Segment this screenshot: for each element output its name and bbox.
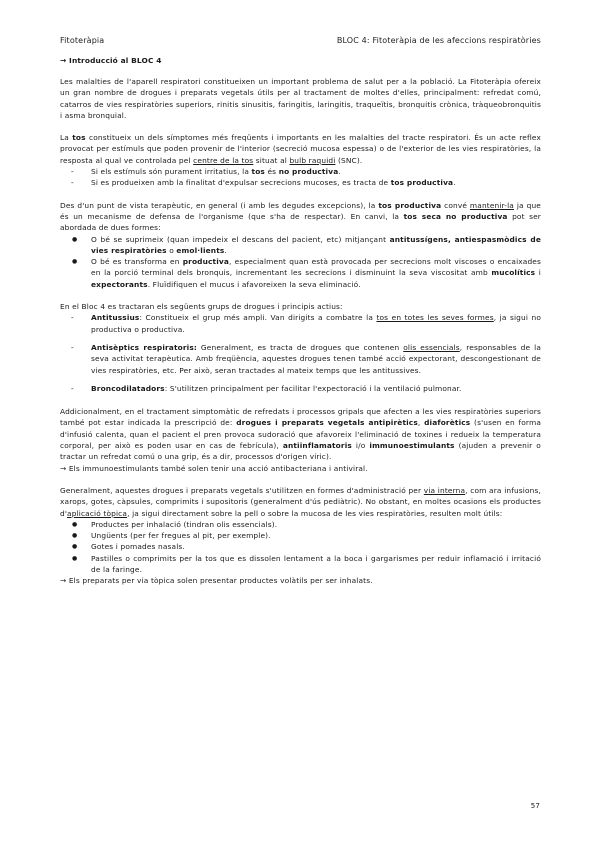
page bbox=[60, 36, 541, 587]
paragraph-intro: Les malalties de l'aparell respiratori constitueixen un important problema de salut per a la població. La Fitoteràpia ofereix un gran nombre de drogues i preparats vegetals útils per al tractament de moltes d'elles, principalment: refredat comú, catarros de vies respiratòries superiors, rinitis sinusitis, faringitis, laringitis, traqueïtis, bronquitis crònica, tràqueobronquitis i asma bronquial. bbox=[60, 77, 541, 120]
header-left: Fitoteràpia bbox=[60, 36, 105, 45]
page-header bbox=[60, 36, 541, 45]
list-item: ● Ungüents (per fer fregues al pit, per exemple). bbox=[60, 530, 541, 541]
paragraph-additional: Addicionalment, en el tractament simptomàtic de refredats i processos gripals que afecten a les vies respiratòries superiors també pot estar indicada la prescripció de: drogues i preparats vegetals antipirètics, diaforètics (s'usen en forma d'infusió calenta, quan el pacient el pren provoca sudoració que afavoreix l'eliminació de toxines i redueix la temperatura corporal, per això es poden usar en cas de febrícula), antiinflamatoris i/o immunoestimulants (ajuden a prevenir o tractar un refredat comú o una grip, és a dir, processos d'origen víric). bbox=[60, 407, 542, 462]
list-item: ● O bé es transforma en productiva, especialment quan està provocada per secrecions molt viscoses o encaixades en la porció terminal dels bronquis, incrementant les secrecions i disminuint la seva viscositat amb mucolítics i expectorants. Fluïdifiquen el mucus i afavoreixen la seva eliminació. bbox=[60, 256, 541, 290]
note-immunostimulants: → Els immunoestimulants també solen tenir una acció antibacteriana i antiviral. bbox=[60, 463, 368, 473]
paragraph-terapeutic: Des d'un punt de vista terapèutic, en general (i amb les degudes excepcions), la tos productiva convé mantenir-la ja que és un mecanisme de defensa de l'organisme (que s'ha de respectar). En canvi, la tos seca no productiva pot ser abordada de dues formes: bbox=[60, 200, 541, 233]
paragraph-administration: Generalment, aquestes drogues i preparats vegetals s'utilitzen en formes d'administració per via interna, com ara infusions, xarops, gotes, càpsules, comprimits i supositoris (generalment d'ús pediàtric). No obstant, en moltes ocasions els productes d'aplicació tòpica, ja sigui directament sobre la pell o sobre la mucosa de les vies respiratòries, resulten molt útils: bbox=[60, 485, 542, 518]
list-item: ● Pastilles o comprimits per la tos que es dissolen lentament a la boca i gargarismes per reduir inflamació i irritació de la faringe. bbox=[60, 553, 541, 576]
topical-list bbox=[60, 519, 541, 575]
list-item: ● O bé se suprimeix (quan impedeix el descans del pacient, etc) mitjançant antitussígens, antiespasmòdics de vies respiratòries o emol·lients. bbox=[60, 234, 541, 257]
list-item: - Broncodilatadors: S'utilitzen principalment per facilitar l'expectoració i la ventilació pulmonar. bbox=[60, 383, 541, 394]
tos-types-list bbox=[60, 166, 541, 189]
list-item: - Si es produeixen amb la finalitat d'expulsar secrecions mucoses, es tracta de tos productiva. bbox=[60, 177, 541, 188]
list-item: ● Productes per inhalació (tindran olis essencials). bbox=[60, 519, 541, 530]
header-right: BLOC 4: Fitoteràpia de les afeccions respiratòries bbox=[336, 36, 541, 45]
treatment-list bbox=[60, 234, 541, 290]
groups-list bbox=[60, 312, 541, 394]
list-item: - Antisèptics respiratoris: Generalment, es tracta de drogues que contenen olis essencials, responsables de la seva activitat terapèutica. Amb freqüència, aquestes drogues tenen també acció expectorant, descongestionant de vies respiratòries, etc. Per això, seran tractades al mateix temps que les antitussives. bbox=[60, 342, 541, 376]
page-number: 57 bbox=[530, 802, 540, 810]
link-centre-tos: centre de la tos bbox=[193, 155, 254, 165]
list-item: ● Gotes i pomades nasals. bbox=[60, 541, 541, 552]
link-bulb-raquidi: bulb raquidi bbox=[289, 155, 336, 165]
note-topical: → Els preparats per via tòpica solen presentar productes volàtils per ser inhalats. bbox=[60, 576, 373, 586]
list-item: - Antitussius: Constitueix el grup més ampli. Van dirigits a combatre la tos en totes les seves formes, ja sigui no productiva o productiva. bbox=[60, 312, 541, 335]
paragraph-tos: La tos constitueix un dels símptomes més freqüents i importants en les malalties del tracte respiratori. És un acte reflex provocat per estímuls que poden provenir de l'interior (secreció mucosa espessa) o de l'exterior de les vies respiratòries, la resposta al qual ve controlada pel centre de la tos situat al bulb raquidi (SNC). bbox=[60, 133, 541, 165]
section-title: → Introducció al BLOC 4 bbox=[60, 56, 162, 65]
list-item: - Si els estímuls són purament irritatius, la tos és no productiva. bbox=[60, 166, 541, 177]
paragraph-groups: En el Bloc 4 es tractaran els següents grups de drogues i principis actius: bbox=[60, 302, 343, 312]
